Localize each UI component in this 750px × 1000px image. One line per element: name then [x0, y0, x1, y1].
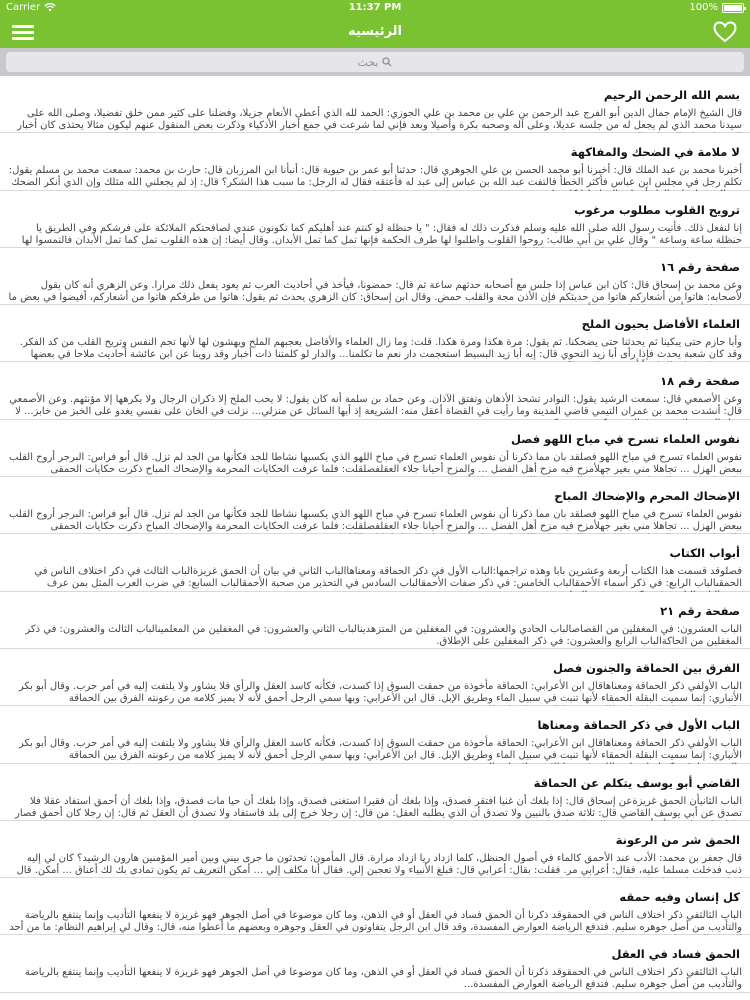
- list-item-title: بسم الله الرحمن الرحيم: [603, 88, 740, 102]
- list-item-title: القاضي أبو يوسف يتكلم عن الحماقة: [533, 775, 740, 790]
- list-item-snippet: فصلوقد قسمت هذا الكتاب أربعة وعشرين بابا وهذه تراجمها:الباب الأول في ذكر الحماقة ومعناهاالباب الثاني في بيان أن الحمق غريزةالباب الثالث في ذكر اختلاف الناس في الحمقىالباب الرابع: في ذكر أسماء الأحمقالباب الخامس: في ذكر صفات الأحمقالباب السادس في التحذير من صحبة الأحمقالباب السابع: في ضرب العرب المثل بمن عرف: [34, 566, 742, 590]
- search-input[interactable]: [6, 52, 744, 72]
- list-item[interactable]: [0, 764, 750, 821]
- list-item-snippet: الباب الثالثفي ذكر اختلاف الناس في الحمقوقد ذكرنا أن الحمق فساد في العقل أو في الذهن، وما كان موضوعا في أصل الجوهر فهو غريزة لا ينفعها التأديب وإنما ينتفع بالرياضة والتأديب من أصل جوهره سليم. فتدفع الرياضة العوارض المفسدة...: [24, 967, 742, 991]
- list-item[interactable]: [0, 534, 750, 591]
- heart-icon[interactable]: [712, 20, 738, 44]
- list-item[interactable]: [0, 76, 750, 133]
- article-list: [0, 76, 750, 1000]
- list-item-snippet: نفوس العلماء تسرح في مباح اللهو فصلقد بان مما ذكرنا أن نفوس العلماء تسرح في مباح اللهو الذي يكسبها نشاطا للجد فكأنها من الجد لم تزل. قال أبو فراس: البرجر أروح القلب ببعض الهزل ... تجاهلا مني بغير جهلأمزح فيه مزح أهل الفضل ... والمزح أحيانا جلاء العقلفصلقلت: فلما عرفت الحكايات المحرمة والإضحاك المباح ذكرت حكايات الحمقى: [8, 451, 742, 475]
- battery-percent: 100%: [689, 2, 718, 13]
- list-item-title: صفحة رقم ١٨: [660, 374, 740, 389]
- list-item[interactable]: [0, 649, 750, 706]
- list-item[interactable]: [0, 362, 750, 419]
- list-item[interactable]: [0, 592, 750, 649]
- nav-bar: [0, 16, 750, 48]
- list-item-snippet: وعن الأصمعي قال: سمعت الرشيد يقول: النوادر تشحذ الأذهان وتفتق الآذان. وعن حماد بن سلمة أنه كان يقول: لا يحب الملح إلا ذكران الرجال ولا يكرهها إلا مؤنثهم. وعن الأصمعي قال: أنشدت محمد بن عمران التيمي قاضي المدينة وما رأيت في القضاة أعقل منه: الشريعة إذ أبها السائل عن منزلي... نزلت في الخان على نفسي يغدو على الخبز من خابز... لا: [9, 394, 742, 418]
- list-item-snippet: وأبا حازم حتى يبكينا ثم يحدثنا حتى يضحكنا. ثم يقول: مرة هكذا ومرة هكذا. قلت: وما زال العلماء والأفاضل يعجبهم الملح ويهشون لها لأنها تجم النفس وتريح القلب من كد الفكر. وقد كان شعبة يحدث فإذا رأى أبا زيد النحوي قال: إيه أبا زيد البسيط استعجمت دار نعم ما تكلمنا... والدار لو كلمتنا ذات أخبار وقد روينا عن ابن عائشة أحاديث ملاحا في بعضها: [19, 337, 742, 361]
- search-bar: [0, 48, 750, 76]
- list-item-title: لا ملامة في الضحك والمفاكهة: [570, 145, 740, 160]
- status-bar: [0, 0, 750, 16]
- list-item-title: العلماء الأفاضل يحيون الملح: [581, 317, 740, 332]
- carrier-label: Carrier: [6, 2, 41, 13]
- list-item-snippet: الباب الأولفي ذكر الحماقة ومعناهاقال ابن الأعرابي: الحماقة مأخوذة من حمقت السوق إذا كسدت، فكأنه كاسد العقل والرأي فلا يشاور ولا يلتفت إليه في أمر حرب. وقال أبو بكر الأنباري: إنما سميت البقلة الحمقاء لأنها تنبت في سبيل الماء وطريق الإبل. قال ابن الأعرابي: وبها سمي الرجل أحمق لأنه لا يميز كلامه من رعونته الفرق بين الحماقة: [18, 738, 742, 762]
- list-item[interactable]: [0, 706, 750, 763]
- list-item-snippet: الباب الأولفي ذكر الحماقة ومعناهاقال ابن الأعرابي: الحماقة مأخوذة من حمقت السوق إذا كسدت، فكأنه كاسد العقل والرأي فلا يشاور ولا يلتفت إليه في أمر حرب. وقال أبو بكر الأنباري: إنما سميت البقلة الحمقاء لأنها تنبت في سبيل الماء وطريق الإبل. قال ابن الأعرابي: وبها سمي الرجل أحمق لأنه لا يميز كلامه من رعونته الفرق بين الحماقة: [18, 680, 742, 704]
- page-title: الرئيسيه: [347, 24, 403, 39]
- list-item[interactable]: [0, 191, 750, 248]
- list-item-snippet: الباب الثانيأن الحمق غريزةعن إسحاق قال: إذا بلغك أن غنيا افتقر فصدق، وإذا بلغك أن فقيرا استغنى فصدق، وإذا بلغك أن حيا مات فصدق، وإذا بلغك أن أحمق استفاد عقلا فلا تصدق عن أبي يوسف القاضي قال: ثلاثة صدق بالنبين ولا تصدق أن الذي يطلبه العقل: من قال: إن رجلا خرج إلى بلد فاستفاد ولا تصدق أن العقل ثم قال: إن رجلا كان أحمق فصار: [15, 795, 742, 819]
- list-item-title: الحمق شر من الرعونة: [615, 832, 740, 847]
- list-item-snippet: قال جعفر بن محمد: الأدب عند الأحمق كالماء في أصول الحنظل، كلما ازداد ريا ازداد مرارة. قال المأمون: تحدثون ما جرى بيني وبين أمير المؤمنين هارون الرشيد؟ كان لي إليه ذنب فدخلت مسلما عليه، فقال: أعرابي مر. فقلت: بقال: أعرابي قال: فبلغ الأنبياء ولا تعجبن إلي. فقال أنا مكلف إلي ... أمكن التعريف ثم يكون تمادى بك لك أعناق ... أمكن. قال: [16, 852, 742, 876]
- list-item-title: الفرق بين الحماقة والجنون فصل: [553, 660, 740, 675]
- list-item-title: أبواب الكتاب: [669, 546, 740, 561]
- list-item-title: الحمق فساد في العقل: [611, 947, 740, 962]
- list-item[interactable]: [0, 420, 750, 477]
- list-item[interactable]: [0, 935, 750, 992]
- list-item[interactable]: [0, 477, 750, 534]
- list-item[interactable]: [0, 305, 750, 362]
- list-item-snippet: الباب العشرون: في المغفلين من القصاصالباب الحادي والعشرون: في المغفلين من المتزهدينالباب الثاني والعشرون: في المغفلين من المعلمينالباب الثالث والعشرون: في ذكر المغفلين من الحاكةالباب الرابع والعشرون: في ذكر المغفلين على الإطلاق.: [25, 623, 742, 647]
- list-item-title: صفحة رقم ١٦: [660, 259, 740, 274]
- status-time: 11:37 PM: [348, 2, 402, 13]
- search-icon: [382, 57, 392, 67]
- list-item-title: الإضحاك المحرم والإضحاك المباح: [554, 489, 740, 504]
- list-item-snippet: أخبرنا محمد بن عبد الملك قال: أخبرنا أبو محمد الحسن بن علي الجوهري قال: حدثنا أبو عمر بن حيوية قال: أنبأنا ابن المرزبان قال: حارث بن محمد: سمعت محمد بن مسلم يقول: تكلم رجل في مجلس ابن عباس فأكثر الخطأ فالتفت عبد الله بن عباس إلى عبد له فأعتقه فقال له الرجل: ما سبب هذا الشكر؟ قال: إذ لم يجعلني الله مثلك وإن الذي أنكر الضحك: [8, 165, 742, 189]
- list-item-title: كل إنسان وفيه حمقه: [619, 890, 740, 905]
- list-item-title: نفوس العلماء تسرح في مباح اللهو فصل: [511, 431, 740, 446]
- list-item[interactable]: [0, 821, 750, 878]
- list-item-snippet: نفوس العلماء تسرح في مباح اللهو فصلقد بان مما ذكرنا أن نفوس العلماء تسرح في مباح اللهو الذي يكسبها نشاطا للجد فكأنها من الجد لم تزل. قال أبو فراس: البرجر أروح القلب ببعض الهزل ... تجاهلا مني بغير جهلأمزح فيه مزح أهل الفضل ... والمزح أحيانا جلاء العقلفصلقلت: فلما عرفت الحكايات المحرمة والإضحاك المباح ذكرت حكايات الحمقى: [8, 509, 742, 533]
- list-item-title: صفحة رقم ٢١: [660, 603, 740, 618]
- list-item[interactable]: [0, 248, 750, 305]
- list-item-snippet: الباب الثالثفي ذكر اختلاف الناس في الحمقوقد ذكرنا أن الحمق فساد في العقل أو في الذهن، وما كان موضوعا في أصل الجوهر فهو غريزة لا ينفعها التأديب وإنما ينتفع بالرياضة والتأديب من أصل جوهره سليم. فتدفع الرياضة العوارض المفسدة، وقد قال ابن الرجل يتفاوتون في العقل وجوهره وبعضهم ما أعطوا منه، قال: وقال لي إبراهيم النظام: ما من أحد: [9, 910, 742, 934]
- list-item-title: الباب الأول في ذكر الحماقة ومعناها: [537, 718, 740, 733]
- list-item-title: ترويح القلوب مطلوب مرغوب: [574, 202, 740, 217]
- battery-icon: [722, 3, 744, 13]
- list-item[interactable]: [0, 878, 750, 935]
- list-item-snippet: قال الشيخ الإمام جمال الدين أبو الفرج عبد الرحمن بن علي بن محمد بن علي الجوزي: الحمد لله الذي أعطى الأنعام جزيلا، وفضلنا على كثير ممن خلق تفضيلا، وصلى الله على سيدنا محمد الذي لم يجعل له من جلسه عديلا، وعلى آله وصحبه بكرة وأصيلا وبعد فإني لما شرعت في جمع أخبار الأذكياء وذكرت بعض المنقول عنهم ليكون مثالا يحتذى كان أخبار: [17, 108, 742, 131]
- search-placeholder: بحث: [357, 55, 379, 69]
- status-right: [689, 2, 744, 13]
- list-item-snippet: وعن محمد بن إسحاق قال: كان ابن عباس إذا جلس مع أصحابه حدثهم ساعة ثم قال: حمضونا، فيأخذ في أحاديث العرب ثم يعود يفعل ذلك مرارا. وعن الزهري أنه كان يقول لأصحابه: هاتوا من أشعاركم هاتوا من حديثكم فإن الأذن مجة والقلب حمض. وقال ابن إسحاق: كان الزهري يحدث ثم يقول: هاتوا من طرفكم هاتوا من أشعاركم، أفيضوا في بعض ما: [8, 279, 742, 303]
- list-item[interactable]: [0, 133, 750, 190]
- list-item-snippet: إنا لنفعل ذلك. فأتيت رسول الله صلى الله عليه وسلم فذكرت ذلك له فقال: " يا حنظلة لو كنتم عند أهليكم كما تكونون عندي لصافحتكم الملائكة على فرشكم وفي الطريق يا حنظلة ساعة وساعة " وقال علي بن أبي طالب: روحوا القلوب واطلبوا لها طرف الحكمة فإنها تمل كما تمل الأبدان. وقال أيضا: إن هذه القلوب تمل كما تمل الأبدان فالتمسوا لها: [21, 222, 742, 246]
